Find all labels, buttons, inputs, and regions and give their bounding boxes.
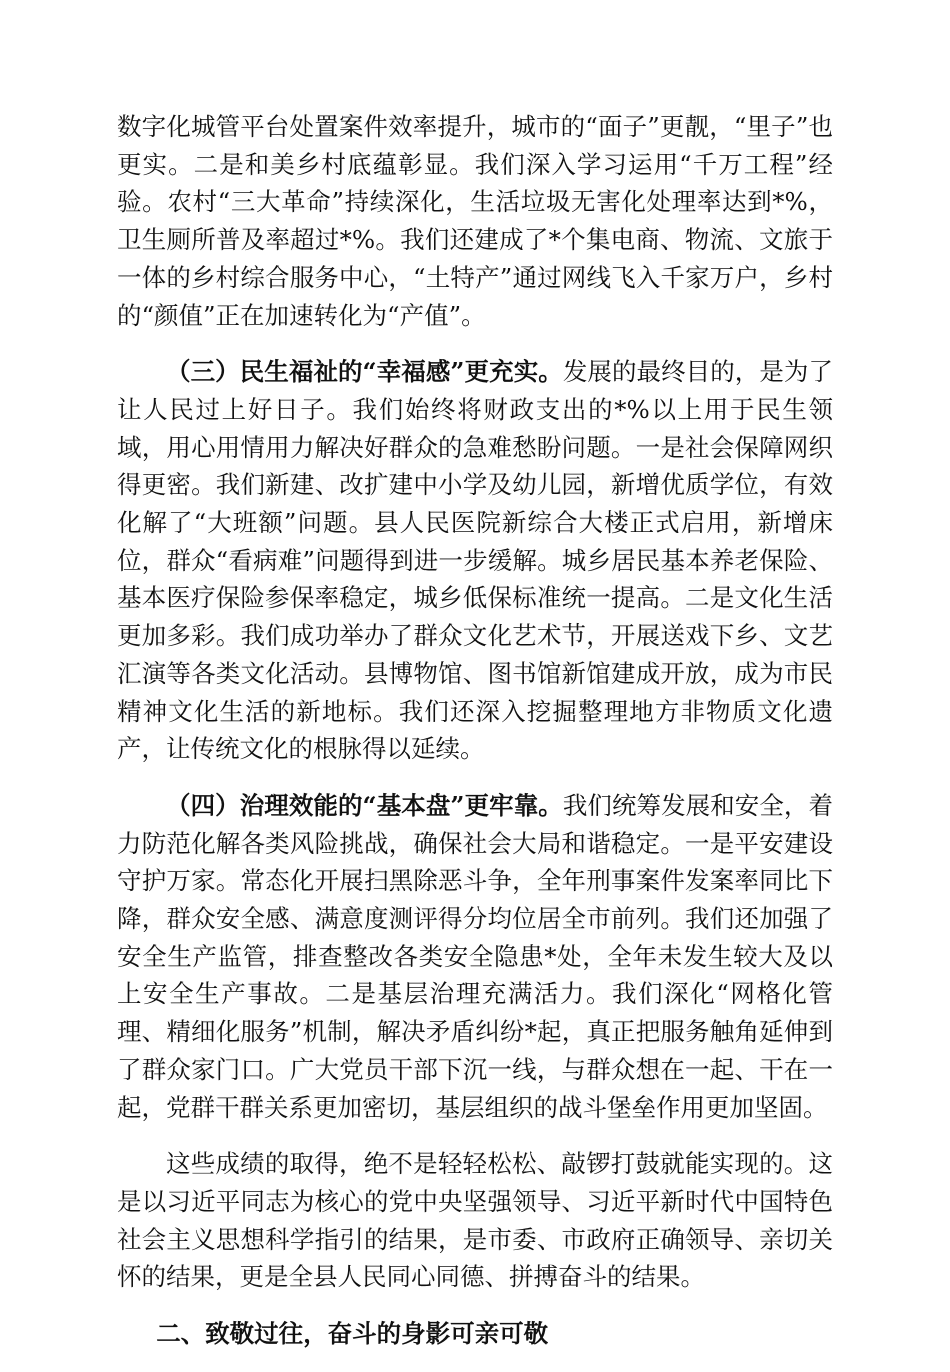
- paragraph-achievements-summary: [117, 1145, 833, 1296]
- paragraph-text: 数字化城管平台处置案件效率提升，城市的“面子”更靓，“里子”也更实。二是和美乡村底蕴彰显。我们深入学习运用“千万工程”经验。农村“三大革命”持续深化，生活垃圾无害化处理率达到*%，卫生厕所普及率超过*%。我们还建成了*个集电商、物流、文旅于一体的乡村综合服务中心，“土特产”通过网线飞入千家万户，乡村的“颜值”正在加速转化为“产值”。: [117, 112, 833, 330]
- paragraph-text: 我们统筹发展和安全，着力防范化解各类风险挑战，确保社会大局和谐稳定。一是平安建设守护万家。常态化开展扫黑除恶斗争，全年刑事案件发案率同比下降，群众安全感、满意度测评得分均位居全市前列。我们还加强了安全生产监管，排查整改各类安全隐患*处，全年未发生较大及以上安全生产事故。二是基层治理充满活力。我们深化“网格化管理、精细化服务”机制，解决矛盾纠纷*起，真正把服务触角延伸到了群众家门口。广大党员干部下沉一线，与群众想在一起、干在一起，党群干群关系更加密切，基层组织的战斗堡垒作用更加坚固。: [117, 790, 833, 1122]
- paragraph-livelihood: [117, 353, 833, 768]
- paragraph-text: 这些成绩的取得，绝不是轻轻松松、敲锣打鼓就能实现的。这是以习近平同志为核心的党中央坚强领导、习近平新时代中国特色社会主义思想科学指引的结果，是市委、市政府正确领导、亲切关怀的结果，更是全县人民同心同德、拼搏奋斗的结果。: [117, 1149, 833, 1292]
- chapter-heading-two: 二、致敬过往，奋斗的身影可亲可敬: [156, 1319, 549, 1349]
- section-heading-livelihood: （三）民生福祉的“幸福感”更充实。: [166, 357, 563, 387]
- document-page: [117, 108, 833, 1372]
- paragraph-text: 发展的最终目的，是为了让人民过上好日子。我们始终将财政支出的*%以上用于民生领域，用心用情用力解决好群众的急难愁盼问题。一是社会保障网织得更密。我们新建、改扩建中小学及幼儿园，新增优质学位，有效化解了“大班额”问题。县人民医院新综合大楼正式启用，新增床位，群众“看病难”问题得到进一步缓解。城乡居民基本养老保险、基本医疗保险参保率稳定，城乡低保标准统一提高。二是文化生活更加多彩。我们成功举办了群众文化艺术节，开展送戏下乡、文艺汇演等各类文化活动。县博物馆、图书馆新馆建成开放，成为市民精神文化生活的新地标。我们还深入挖掘整理地方非物质文化遗产，让传统文化的根脉得以延续。: [117, 357, 833, 764]
- section-heading-governance: （四）治理效能的“基本盘”更牢靠。: [166, 790, 563, 820]
- paragraph-rural-revitalization: [117, 108, 833, 334]
- paragraph-governance: [117, 787, 833, 1126]
